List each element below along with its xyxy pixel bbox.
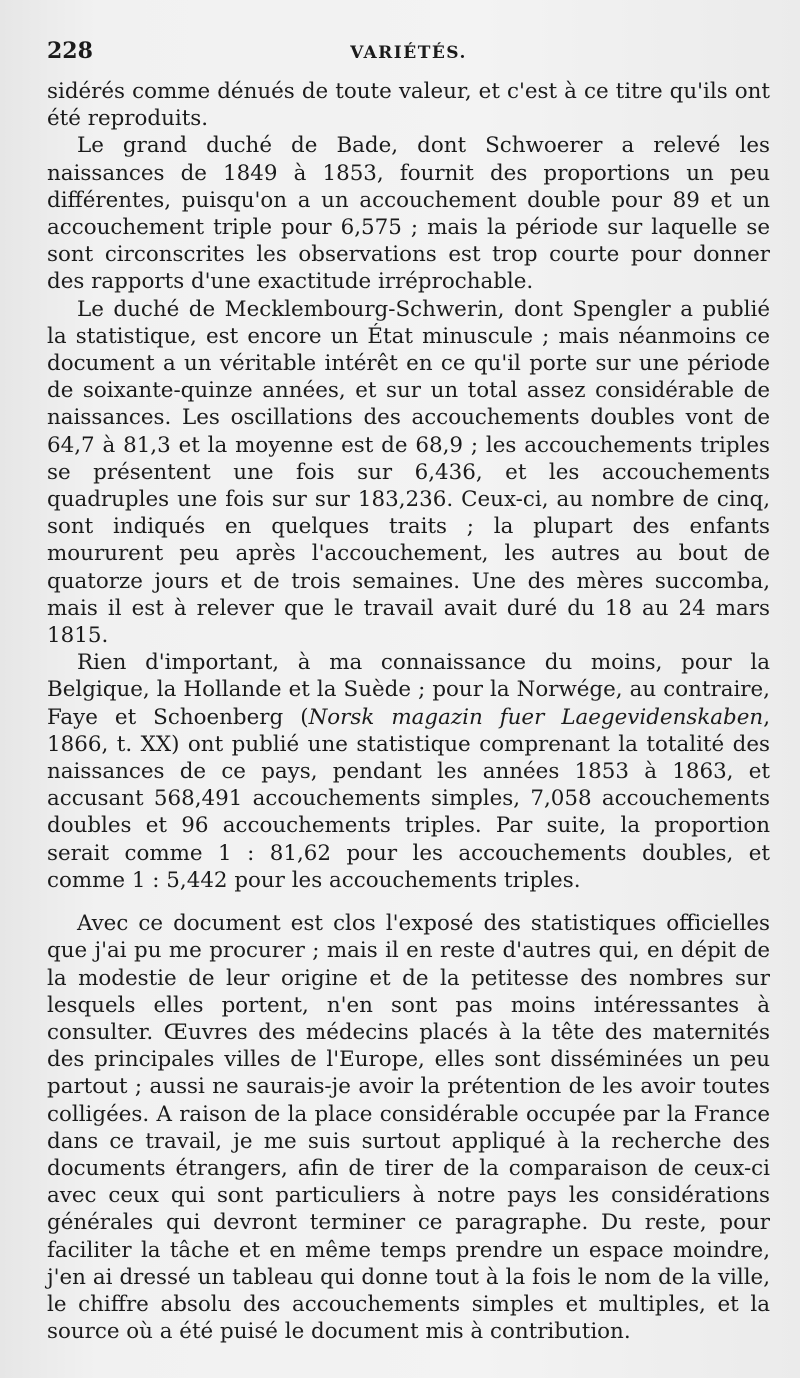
page-number: 228 (47, 38, 93, 64)
paragraph-norwege (47, 649, 770, 894)
running-head: VARIÉTÉS. (350, 43, 467, 63)
page-header (47, 38, 770, 78)
paragraph-norwege-text-1: Rien d'important, à ma connaissance du moins, pour la Belgique, la Hollande et la Suède ; pour la Norwége, au contraire, Faye et Schoenberg ( (47, 650, 770, 730)
paragraph-continuation: sidérés comme dénués de toute valeur, et c'est à ce titre qu'ils ont été reproduits. (47, 79, 770, 132)
paragraph-mecklembourg: Le duché de Mecklembourg-Schwerin, dont Spengler a publié la statistique, est encore un État minuscule ; mais néanmoins ce document a un véritable intérêt en ce qu'il porte sur une période de soixante-quinze années, et sur un total assez considérable de naissances. Les oscillations des accouchements doubles vont de 64,7 à 81,3 et la moyenne est de 68,9 ; les accouchements triples se présentent une fois sur 6,436, et les accouchements quadruples une fois sur sur 183,236. Ceux-ci, au nombre de cinq, sont indiqués en quelques traits ; la plupart des enfants moururent peu après l'accouchement, les autres au bout de quatorze jours et de trois semaines. Une des mères succomba, mais il est à relever que le travail avait duré du 18 au 24 mars 1815. (47, 296, 770, 649)
paragraph-statistiques: Avec ce document est clos l'exposé des statistiques officielles que j'ai pu me procurer ; mais il en reste d'autres qui, en dépit de la modestie de leur origine et de la petitesse des nombres sur lesquels elles portent, n'en sont pas moins intéressantes à consulter. Œuvres des médecins placés à la tête des maternités des principales villes de l'Europe, elles sont disséminées un peu partout ; aussi ne saurais-je avoir la prétention de les avoir toutes colligées. A raison de la place considérable occupée par la France dans ce travail, je me suis surtout appliqué à la recherche des documents étrangers, afin de tirer de la comparaison de ceux-ci avec ceux qui sont particuliers à notre pays les considérations générales qui devront terminer ce paragraphe. Du reste, pour faciliter la tâche et en même temps prendre un espace moindre, j'en ai dressé un tableau qui donne tout à la fois le nom de la ville, le chiffre absolu des accouchements simples et multiples, et la source où a été puisé le document mis à contribution. (47, 911, 770, 1345)
journal-title: Norsk magazin fuer Laegevidenskaben (308, 704, 764, 730)
paragraph-norwege-text-2: , 1866, t. XX) ont publié une statistique comprenant la totalité des naissances de ce pays, pendant les années 1853 à 1863, et accusant 568,491 accouchements simples, 7,058 accouchements doubles et 96 accouchements triples. Par suite, la proportion serait comme 1 : 81,62 pour les accouchements doubles, et comme 1 : 5,442 pour les accouchements triples. (47, 704, 770, 893)
paragraph-bade: Le grand duché de Bade, dont Schwoerer a relevé les naissances de 1849 à 1853, fournit des proportions un peu différentes, puisqu'on a un accouchement double pour 89 et un accouchement triple pour 6,575 ; mais la période sur laquelle se sont circonscrites les observations est trop courte pour donner des rapports d'une exactitude irréprochable. (47, 133, 770, 295)
